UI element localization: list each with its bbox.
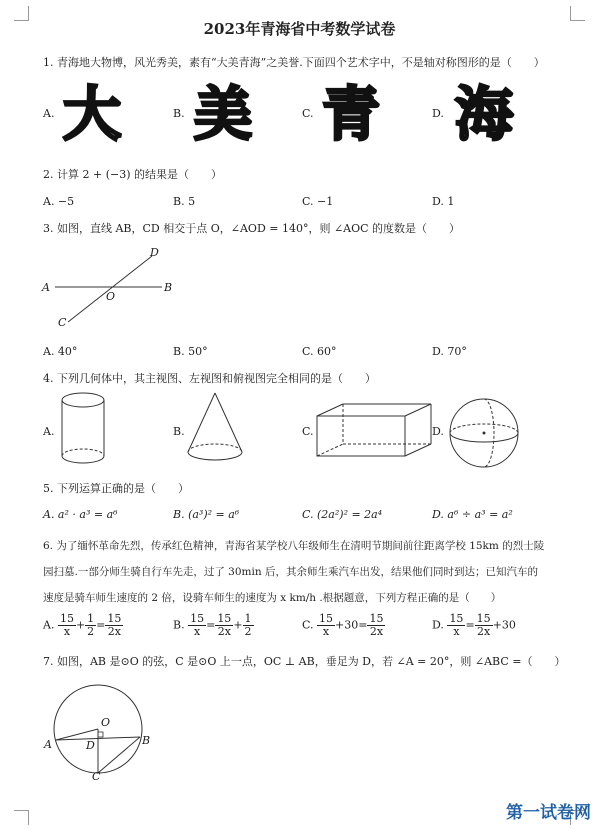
q3-label-d: D	[150, 246, 159, 259]
q4-cuboid-figure	[315, 402, 435, 462]
q6-b-fraction-3: $\frac{1}{2}$	[244, 612, 252, 638]
q1-option-a-art-char: 大	[63, 80, 122, 148]
page-title: 2023年青海省中考数学试卷	[203, 20, 396, 38]
q6-text-line-1: 6. 为了缅怀革命先烈，传承红色精神，青海省某学校八年级师生在清明节期间前往距离学校 15km 的烈士陵	[43, 540, 545, 552]
q6-option-a: A. $\frac{15}{x}$ + $\frac{1}{2}$ = $\frac{15}{2x}$	[43, 612, 122, 638]
q4-text: 4. 下列几何体中，其主视图、左视图和俯视图完全相同的是（ ）	[43, 372, 376, 385]
q2-option-c: C. −1	[302, 195, 334, 208]
q5-option-b: B. (a³)² = a⁶	[173, 508, 240, 521]
q3-label-o: O	[106, 290, 116, 303]
q3-label-b: B	[164, 281, 173, 294]
corner-mark-bl	[14, 810, 29, 825]
q7-label-a: A	[44, 738, 52, 751]
q6-option-d: D. $\frac{15}{x}$ = $\frac{15}{2x}$ +30	[432, 612, 516, 638]
q2-option-b: B. 5	[173, 195, 196, 208]
q1-option-c-label: C.	[302, 107, 314, 120]
q6-option-b: B. $\frac{15}{x}$ = $\frac{15}{2x}$ + $\frac{1}{2}$	[173, 612, 252, 638]
q6-option-d-label: D.	[432, 618, 444, 632]
q2-text: 2. 计算 2 + (−3) 的结果是（ ）	[43, 168, 222, 181]
q6-c-fraction-2: $\frac{15}{2x}$	[369, 612, 384, 638]
q6-a-fraction-2: $\frac{1}{2}$	[87, 612, 95, 638]
q1-option-a-label: A.	[43, 107, 55, 120]
q4-option-a: A.	[43, 425, 55, 438]
q7-circle-figure	[40, 676, 160, 782]
q1-option-d-label: D.	[432, 107, 444, 120]
q1-option-b-art-char: 美	[194, 80, 253, 148]
q4-option-b: B.	[173, 425, 185, 438]
q6-option-c: C. $\frac{15}{x}$ +30= $\frac{15}{2x}$	[302, 612, 384, 638]
q5-option-a: A. a² · a³ = a⁶	[43, 508, 118, 521]
q4-cylinder-figure	[58, 390, 108, 470]
q4-option-d: D.	[432, 425, 444, 438]
q6-b-fraction-2: $\frac{15}{2x}$	[217, 612, 232, 638]
q1-option-c-art-char: 青	[322, 80, 381, 148]
q3-option-d: D. 70°	[432, 345, 467, 358]
q3-label-a: A	[42, 281, 50, 294]
q6-a-fraction-3: $\frac{15}{2x}$	[107, 612, 122, 638]
q6-text-line-2: 园扫墓.一部分师生骑自行车先走，过了 30min 后，其余师生乘汽车出发，结果他们同时到达；已知汽车的	[43, 566, 538, 578]
q6-option-a-label: A.	[43, 618, 55, 632]
q7-text: 7. 如图，AB 是⊙O 的弦，C 是⊙O 上一点，OC ⊥ AB，垂足为 D，若 ∠A = 20°，则 ∠ABC =（ ）	[43, 655, 566, 668]
q3-text: 3. 如图，直线 AB，CD 相交于点 O，∠AOD = 140°，则 ∠AOC 的度数是（ ）	[43, 222, 461, 235]
q4-cone-figure	[183, 390, 247, 470]
q1-text: 1. 青海地大物博，风光秀美，素有“大美青海”之美誉.下面四个艺术字中，不是轴对称图形的是（ ）	[43, 56, 545, 69]
q7-label-d: D	[86, 739, 95, 752]
q4-sphere-figure	[446, 397, 522, 469]
q7-label-b: B	[142, 734, 151, 747]
q2-option-a: A. −5	[43, 195, 75, 208]
q3-option-c: C. 60°	[302, 345, 337, 358]
q3-label-c: C	[58, 316, 67, 329]
q7-label-o: O	[101, 716, 111, 729]
q5-option-c: C. (2a²)² = 2a⁴	[302, 508, 383, 521]
q5-text: 5. 下列运算正确的是（ ）	[43, 482, 189, 495]
q6-a-fraction-1: $\frac{15}{x}$	[59, 612, 74, 638]
site-watermark: 第一试卷网	[506, 803, 591, 823]
q2-option-d: D. 1	[432, 195, 455, 208]
q3-intersecting-lines-figure	[40, 244, 190, 334]
q6-d-fraction-1: $\frac{15}{x}$	[449, 612, 464, 638]
q1-option-b-label: B.	[173, 107, 185, 120]
q6-option-b-label: B.	[173, 618, 185, 632]
q1-option-d-art-char: 海	[455, 80, 514, 148]
q3-option-b: B. 50°	[173, 345, 208, 358]
q5-option-d: D. a⁶ ÷ a³ = a²	[432, 508, 513, 521]
q6-option-c-label: C.	[302, 618, 314, 632]
q3-option-a: A. 40°	[43, 345, 78, 358]
q7-label-c: C	[92, 770, 101, 782]
q6-d-fraction-2: $\frac{15}{2x}$	[476, 612, 491, 638]
q4-option-c: C.	[302, 425, 314, 438]
q6-c-fraction-1: $\frac{15}{x}$	[319, 612, 334, 638]
q6-text-line-3: 速度是骑车师生速度的 2 倍，设骑车师生的速度为 x km/h .根据题意，下列方程正确的是（ ）	[43, 592, 502, 604]
q6-b-fraction-1: $\frac{15}{x}$	[190, 612, 205, 638]
